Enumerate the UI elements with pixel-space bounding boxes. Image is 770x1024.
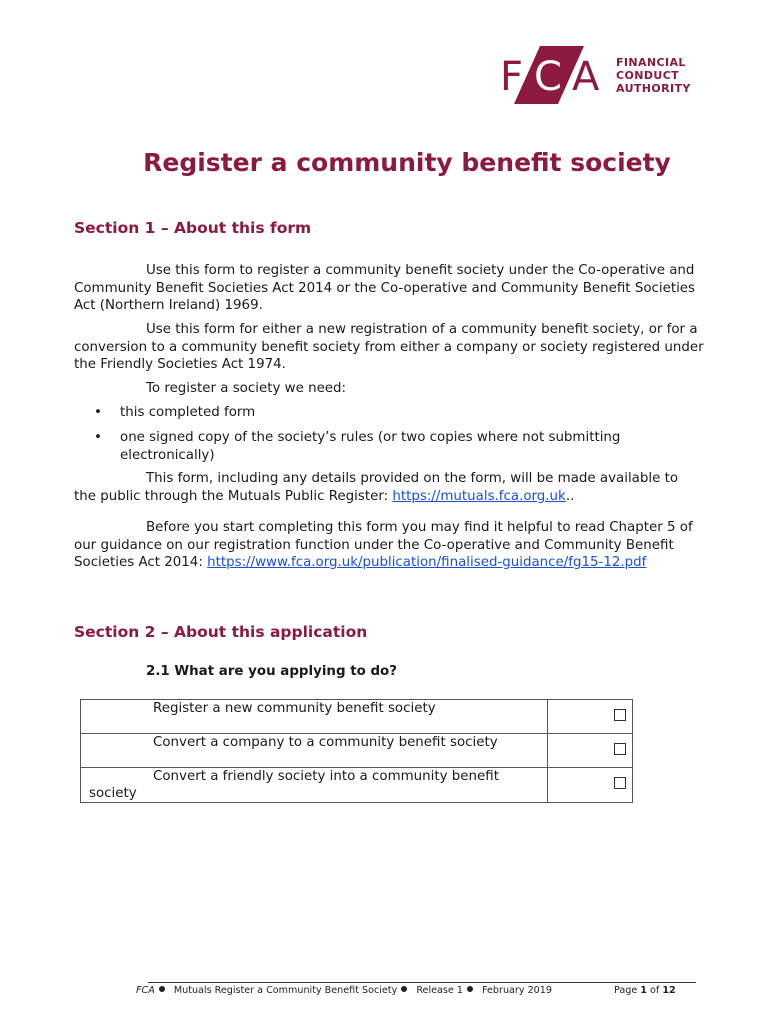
fca-logo: [498, 46, 698, 104]
section-1-paragraph-3: To register a society we need:: [146, 381, 347, 396]
section-1-paragraph-2: Use this form for either a new registration of a community benefit society, or for a conversion to a community benefit society from either a company or society registered under the Friendly Societies Act 1974.: [74, 322, 704, 372]
svg-text:F: F: [500, 54, 522, 100]
footer: FCA Mutuals Register a Community Benefit Society Release 1 February 2019: [136, 985, 552, 996]
svg-text:C: C: [534, 54, 560, 100]
bullet-separator-icon: [159, 986, 165, 992]
page-number: Page 1 of 12: [614, 985, 676, 996]
convert-friendly-society-checkbox[interactable]: [614, 777, 626, 789]
convert-company-checkbox[interactable]: [614, 743, 626, 755]
svg-text:A: A: [572, 54, 598, 100]
option-label: Convert a friendly society into a community benefit society: [81, 768, 548, 803]
section-1-paragraph-4: This form, including any details provided on the form, will be made available to the public through the Mutuals Public Register: https://mutuals.fca.org.uk..: [74, 471, 679, 504]
table-row: [81, 700, 633, 734]
register-new-checkbox[interactable]: [614, 709, 626, 721]
section-1-paragraph-5: Before you start completing this form you may find it helpful to read Chapter 5 of our guidance on our registration function under the Co-operative and Community Benefit Societies Act 2014: https://www.fca.org.uk/publication/finalised-guidance/fg15-12.pdf: [74, 520, 693, 570]
bullet-icon: •: [94, 405, 102, 420]
section-1-heading: Section 1 – About this form: [74, 219, 312, 237]
option-label: Register a new community benefit society: [81, 700, 548, 734]
table-row: [81, 734, 633, 768]
guidance-link[interactable]: https://www.fca.org.uk/publication/finalised-guidance/fg15-12.pdf: [207, 555, 647, 570]
bullet-icon: •: [94, 430, 102, 445]
table-row: [81, 768, 633, 803]
footer-divider: [148, 982, 696, 983]
bullet-separator-icon: [401, 986, 407, 992]
bullet-separator-icon: [467, 986, 473, 992]
application-options-table: [80, 699, 633, 803]
page-title: Register a community benefit society: [143, 148, 671, 177]
fca-logo-mark: [498, 46, 614, 104]
section-2-heading: Section 2 – About this application: [74, 623, 368, 641]
option-label: Convert a company to a community benefit society: [81, 734, 548, 768]
section-1-paragraph-1: Use this form to register a community benefit society under the Co-operative and Community Benefit Societies Act 2014 or the Co-operative and Community Benefit Societies Act (Northern Ireland) 1969.: [74, 263, 696, 313]
mutuals-register-link[interactable]: https://mutuals.fca.org.uk: [392, 488, 566, 504]
fca-logo-wordmark: FINANCIAL CONDUCT AUTHORITY: [616, 56, 691, 95]
question-2-1-label: 2.1 What are you applying to do?: [146, 664, 398, 679]
